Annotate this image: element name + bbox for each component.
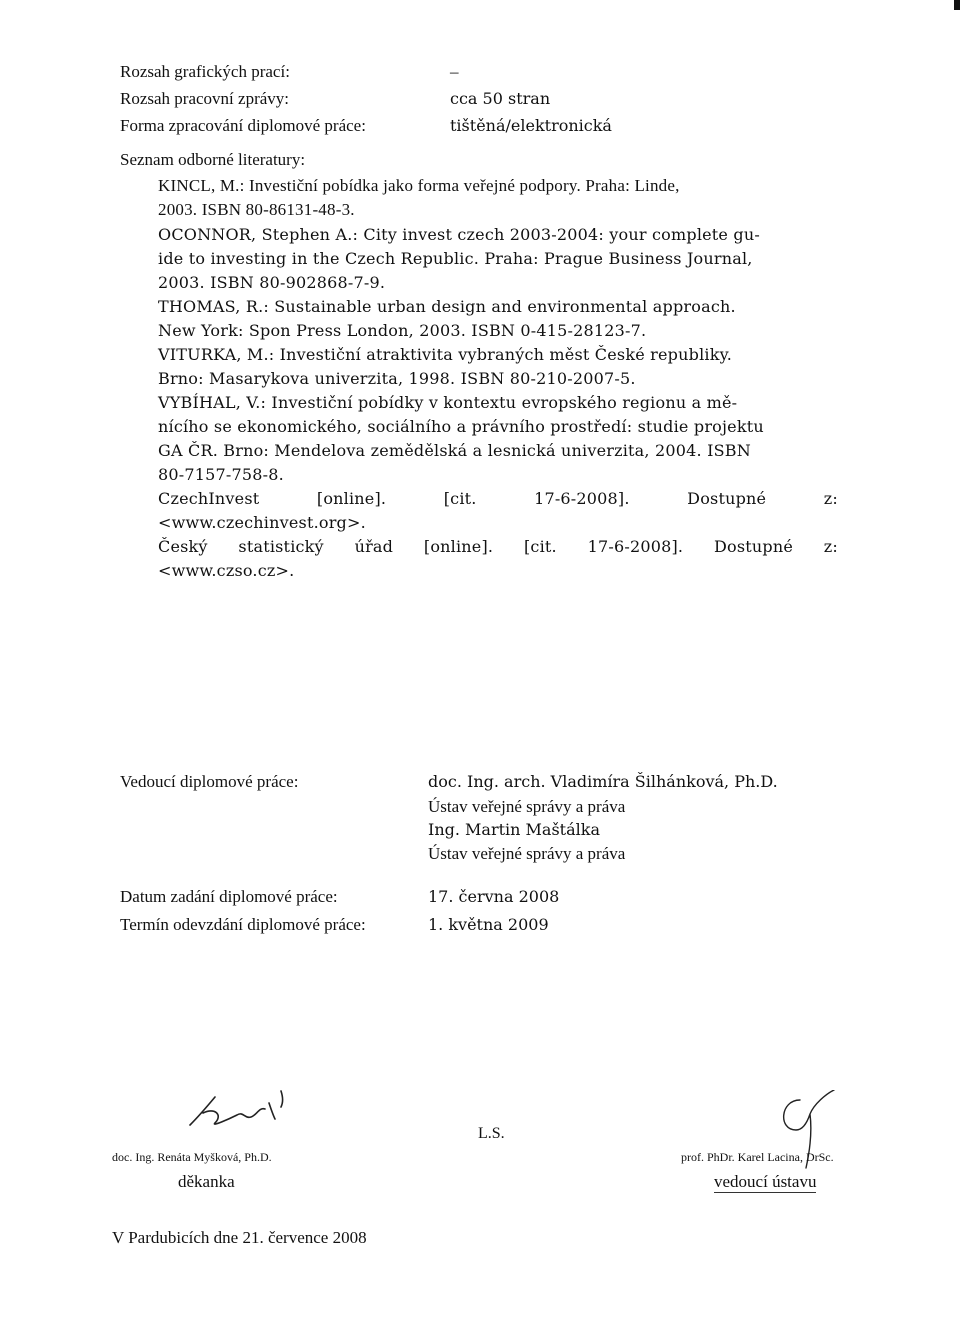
director-role: vedoucí ústavu: [714, 1172, 817, 1191]
dean-signature: [185, 1085, 305, 1135]
word: z:: [823, 537, 838, 556]
submission-date-label: Termín odevzdání diplomové práce:: [120, 915, 366, 934]
word: [cit.: [443, 489, 477, 508]
literature-line: 2003. ISBN 80-902868-7-9.: [158, 273, 386, 292]
director-name: prof. PhDr. Karel Lacina, DrSc.: [681, 1150, 834, 1164]
seal-placeholder: L.S.: [478, 1125, 505, 1142]
place-date: V Pardubicích dne 21. července 2008: [112, 1228, 367, 1247]
literature-list: [158, 174, 848, 580]
supervisor-label: Vedoucí diplomové práce:: [120, 772, 299, 791]
word: Český: [158, 537, 208, 556]
word: Dostupné: [687, 489, 767, 508]
corner-mark: [954, 0, 960, 10]
submission-date-value: 1. května 2009: [428, 915, 549, 934]
literature-line: OCONNOR, Stephen A.: City invest czech 2003-2004: your complete gu-: [158, 225, 760, 244]
field-label-report: Rozsah pracovní zprávy:: [120, 89, 289, 108]
field-value-report: cca 50 stran: [450, 89, 551, 108]
word: CzechInvest: [158, 489, 260, 508]
dean-role: děkanka: [178, 1172, 235, 1191]
word: [online].: [423, 537, 494, 556]
consultant-department: Ústav veřejné správy a práva: [428, 844, 626, 863]
literature-line: ide to investing in the Czech Republic. Praha: Prague Business Journal,: [158, 249, 753, 268]
word: 17-6-2008].: [587, 537, 684, 556]
dean-name: doc. Ing. Renáta Myšková, Ph.D.: [112, 1150, 272, 1164]
supervisor-name: doc. Ing. arch. Vladimíra Šilhánková, Ph.D.: [428, 772, 778, 791]
word: Dostupné: [713, 537, 793, 556]
field-value-form: tištěná/elektronická: [450, 116, 612, 135]
word: z:: [823, 489, 838, 508]
literature-line: THOMAS, R.: Sustainable urban design and environmental approach.: [158, 297, 736, 316]
literature-line: GA ČR. Brno: Mendelova zemědělská a lesnická univerzita, 2004. ISBN: [158, 441, 751, 460]
literature-line-czechinvest: [158, 487, 838, 512]
word: [cit.: [523, 537, 557, 556]
literature-line-czso: [158, 535, 838, 560]
literature-line: Brno: Masarykova univerzita, 1998. ISBN 80-210-2007-5.: [158, 369, 636, 388]
field-value-graphics: –: [450, 62, 459, 81]
literature-line: 80-7157-758-8.: [158, 465, 284, 484]
field-label-graphics: Rozsah grafických prací:: [120, 62, 290, 81]
literature-line: New York: Spon Press London, 2003. ISBN 0-415-28123-7.: [158, 321, 647, 340]
literature-title: Seznam odborné literatury:: [120, 150, 306, 169]
literature-line-url: <www.czechinvest.org>.: [158, 513, 366, 532]
word: statistický: [238, 537, 324, 556]
assignment-date-value: 17. června 2008: [428, 887, 560, 906]
field-label-form: Forma zpracování diplomové práce:: [120, 116, 366, 135]
literature-line: nícího se ekonomického, sociálního a právního prostředí: studie projektu: [158, 417, 764, 436]
consultant-name: Ing. Martin Maštálka: [428, 820, 600, 839]
word: [online].: [316, 489, 387, 508]
assignment-date-label: Datum zadání diplomové práce:: [120, 887, 338, 906]
literature-line: KINCL, M.: Investiční pobídka jako forma veřejné podpory. Praha: Linde,: [158, 176, 680, 195]
literature-line-url: <www.czso.cz>.: [158, 561, 295, 580]
word: úřad: [354, 537, 394, 556]
literature-line: VITURKA, M.: Investiční atraktivita vybraných měst České republiky.: [158, 345, 733, 364]
literature-line: 2003. ISBN 80-86131-48-3.: [158, 200, 355, 219]
supervisor-department: Ústav veřejné správy a práva: [428, 797, 626, 816]
literature-line: VYBÍHAL, V.: Investiční pobídky v kontextu evropského regionu a mě-: [158, 393, 738, 412]
word: 17-6-2008].: [534, 489, 630, 508]
